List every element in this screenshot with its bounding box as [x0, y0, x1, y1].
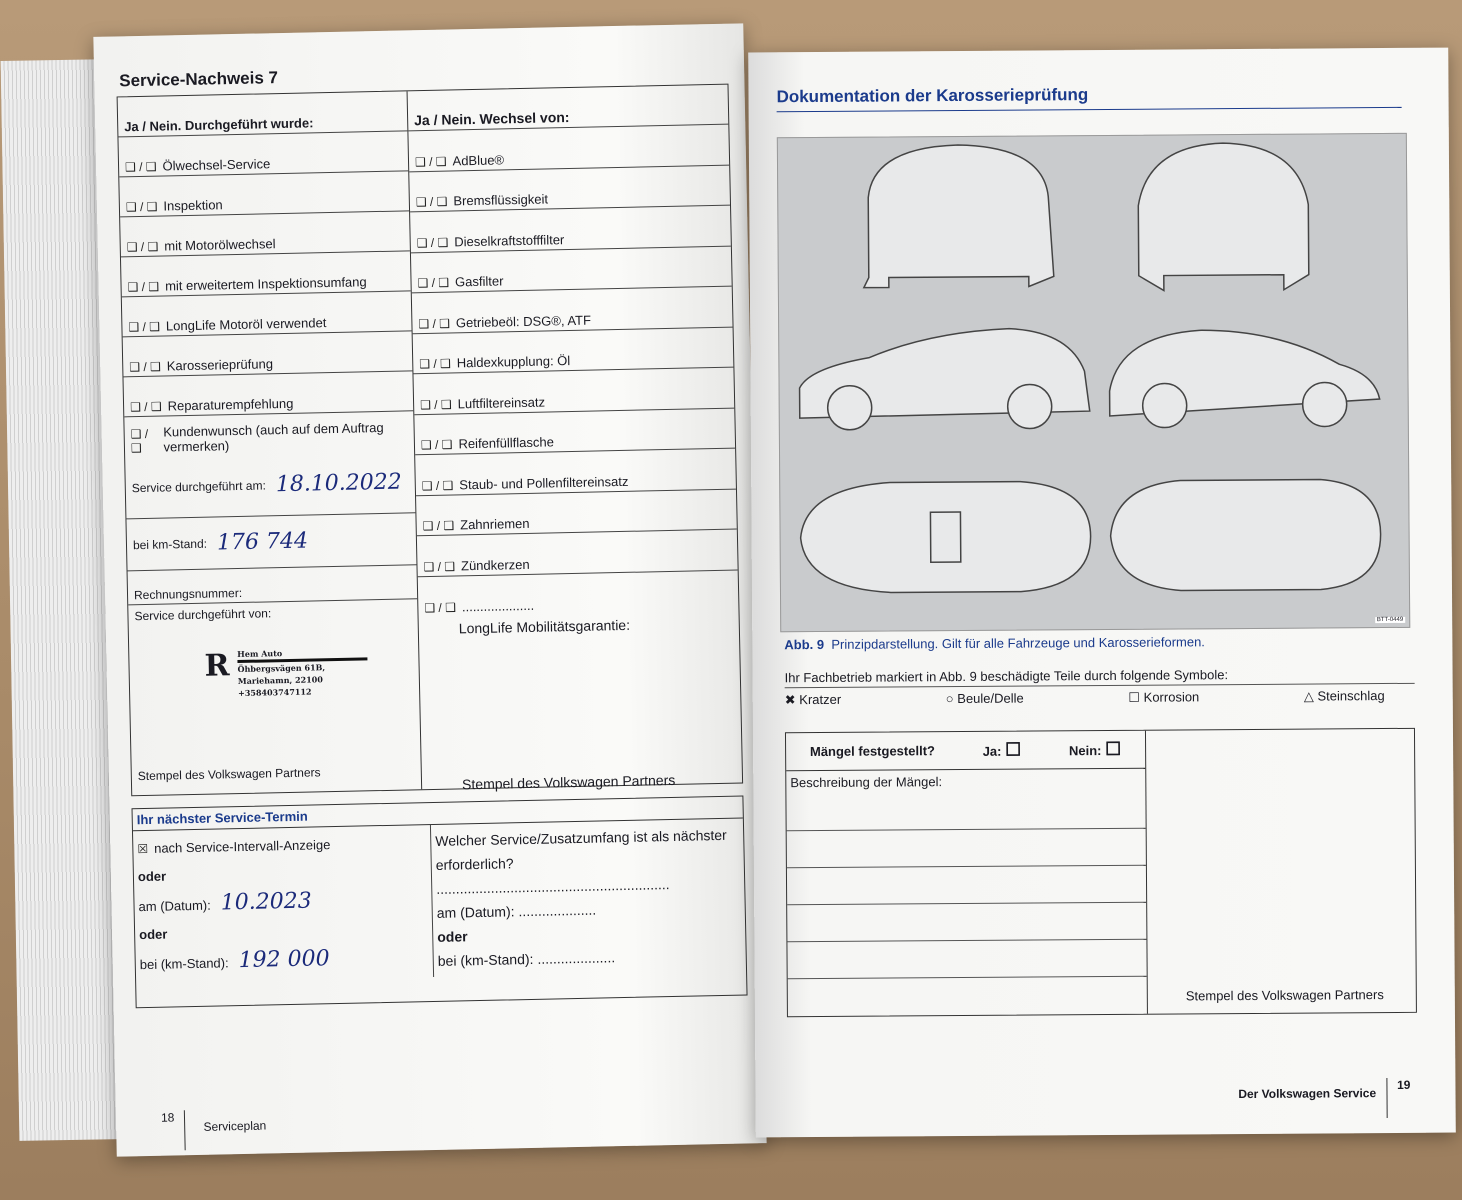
caption-label: Abb. 9 [784, 636, 825, 653]
description-label: Beschreibung der Mängel: [786, 769, 1145, 832]
yes-no-checkbox[interactable]: ❑ / ❑ [124, 159, 157, 175]
checklist-row [414, 408, 735, 455]
page-title: Service-Nachweis 7 [119, 68, 279, 91]
checklist-row [118, 131, 408, 177]
dots-line: ............................................................ [436, 876, 670, 897]
checklist-row [121, 251, 411, 297]
service-table [117, 84, 744, 797]
item-label: Reparaturempfehlung [167, 395, 294, 414]
item-label: Haldexkupplung: Öl [456, 353, 571, 371]
item-label: Gasfilter [454, 273, 504, 290]
service-date-label: Service durchgeführt am: [131, 477, 266, 495]
yes-no-checkbox[interactable]: ❑ / ❑ [418, 316, 451, 331]
caption-text: Prinzipdarstellung. Gilt für alle Fahrzeuge und Karosserieformen. [831, 634, 1205, 652]
figure-code: BTT-0449 [1376, 616, 1404, 624]
or-label: oder [138, 926, 168, 943]
yes-no-checkbox[interactable]: ❑ / ❑ [127, 279, 160, 295]
checklist-row [410, 206, 731, 253]
checklist-row [411, 246, 732, 293]
checklist-row [120, 211, 410, 257]
item-label: Staub- und Pollenfiltereinsatz [459, 473, 629, 492]
defects-box [785, 728, 1417, 1017]
next-question: Welcher Service/Zusatzumfang ist als nächster erforderlich? [435, 826, 727, 873]
description-line[interactable] [787, 829, 1146, 869]
col-changed [408, 85, 743, 793]
service-date-value: 18.10.2022 [275, 469, 403, 498]
yes-no-checkbox[interactable]: ❑ / ❑ [416, 235, 449, 250]
yes-no-checkbox[interactable]: ❑ / ❑ [126, 239, 159, 255]
or-label: oder [437, 928, 468, 945]
item-label: Inspektion [163, 197, 223, 214]
description-line[interactable] [787, 903, 1146, 943]
checklist-row [413, 327, 734, 374]
checklist-row [413, 368, 734, 415]
symbol-item [946, 691, 1024, 708]
next-km-label: bei (km-Stand): [139, 955, 229, 973]
symbol-label: Beule/Delle [957, 690, 1024, 707]
yes-no-checkbox[interactable]: ❑ / ❑ [419, 356, 451, 372]
left-footer [161, 1109, 267, 1151]
symbol-icon: ○ [945, 691, 954, 707]
next-left [133, 825, 434, 983]
stamp-letter: R [204, 648, 230, 684]
car-underside-view [1110, 479, 1381, 591]
next-date-value: 10.2023 [220, 888, 312, 916]
item-label: mit erweitertem Inspektionsumfang [164, 274, 367, 294]
right-page [748, 48, 1456, 1138]
col2-header: Ja / Nein. Wechsel von: [408, 85, 729, 132]
item-label: Reifenfüllflasche [458, 434, 555, 452]
col1-items [118, 131, 414, 457]
yes-no-checkbox[interactable]: ❑ / ❑ [420, 437, 453, 453]
mobility-label: LongLife Mobilitätsgarantie: [458, 616, 631, 637]
dots: .................... [537, 949, 616, 967]
dots: .................... [518, 901, 597, 920]
stamp-name: Hem Auto [237, 648, 283, 660]
symbol-icon: △ [1303, 688, 1314, 704]
yes-no-checkbox[interactable]: ❑ / ❑ [417, 275, 450, 291]
performed-by-cell [128, 599, 421, 789]
checklist-row [123, 331, 413, 377]
no-label: Nein: [1068, 743, 1102, 759]
symbol-item [785, 692, 842, 708]
checklist-row [418, 570, 739, 617]
stamp-address: Öhbergsvägen 61B, Mariehamn, 22100 [237, 657, 368, 687]
symbol-item [1128, 689, 1199, 705]
footer-label: Serviceplan [203, 1118, 267, 1134]
figure-caption [784, 634, 1205, 652]
item-label: LongLife Motoröl verwendet [165, 315, 327, 334]
service-date-row [125, 451, 415, 519]
km-row [126, 513, 416, 571]
yes-no-checkbox[interactable]: ❑ / ❑ [125, 199, 158, 215]
description-line[interactable] [787, 866, 1146, 906]
description-line[interactable] [787, 940, 1146, 980]
symbol-item [1304, 688, 1385, 705]
item-label: Luftfiltereinsatz [457, 394, 546, 411]
stamp-label-2: Stempel des Volkswagen Partners [461, 771, 676, 793]
col-done [118, 91, 423, 795]
item-label: Ölwechsel-Service [162, 156, 271, 174]
performed-by-label: Service durchgeführt von: [134, 606, 272, 624]
item-label: Dieselkraftstofffilter [454, 231, 565, 249]
mobility-cell [419, 611, 743, 800]
next-date-label: am (Datum): [138, 897, 211, 915]
item-label: Kundenwunsch (auch auf dem Auftrag vermerken) [163, 419, 384, 455]
symbol-label: Steinschlag [1317, 688, 1385, 704]
item-label: Karosserieprüfung [166, 356, 274, 374]
page-number: 18 [161, 1110, 186, 1151]
dealer-stamp [204, 645, 368, 699]
right-footer [1238, 1078, 1410, 1119]
checklist-row [415, 449, 736, 496]
car-diagram [777, 133, 1410, 632]
yes-no-checkbox[interactable]: ❑ / ❑ [423, 558, 456, 574]
km-value: 176 744 [216, 528, 309, 556]
symbol-legend [785, 688, 1385, 708]
yes-checkbox[interactable]: ☐ [1005, 739, 1022, 760]
interval-label: nach Service-Intervall-Anzeige [153, 837, 331, 856]
next-km-value: 192 000 [238, 946, 330, 974]
yes-no-checkbox[interactable]: ❑ / ❑ [422, 518, 455, 534]
symbol-icon: ☐ [1128, 689, 1141, 705]
checklist-row [122, 291, 412, 337]
defects-stamp-cell [1146, 729, 1416, 1014]
checkbox[interactable]: ☒ [137, 841, 149, 857]
checklist-row [417, 530, 738, 577]
invoice-label: Rechnungsnummer: [133, 585, 243, 603]
stamp-phone: +358403747112 [237, 686, 312, 699]
item-label: Getriebeöl: DSG®, ATF [455, 312, 592, 330]
item-label: Zahnriemen [460, 515, 530, 533]
checklist-row [412, 287, 733, 334]
item-label: mit Motorölwechsel [164, 236, 276, 254]
yes-no-checkbox[interactable]: ❑ / ❑ [414, 154, 447, 169]
yes-no-checkbox[interactable]: ❑ / ❑ [128, 319, 161, 335]
defects-question: Mängel festgestellt? [809, 743, 935, 760]
page-number: 19 [1397, 1077, 1411, 1092]
item-label: Bremsflüssigkeit [453, 191, 549, 209]
item-label: AdBlue® [452, 151, 505, 168]
left-page [93, 23, 766, 1156]
checklist-row [416, 489, 737, 536]
yes-no-checkbox[interactable]: ❑ / ❑ [415, 194, 448, 210]
checklist-row [409, 165, 730, 212]
symbol-instruction: Ihr Fachbetrieb markiert in Abb. 9 beschädigte Teile durch folgende Symbole: [785, 666, 1415, 688]
col2-items [408, 125, 738, 618]
km-label: bei km-Stand: [132, 536, 208, 552]
symbol-label: Kratzer [799, 691, 842, 708]
yes-no-checkbox[interactable]: ❑ / ❑ [129, 399, 162, 415]
no-checkbox[interactable]: ☐ [1105, 738, 1122, 759]
next-service-box [132, 795, 748, 1008]
next-right [431, 818, 746, 977]
date-label: am (Datum): [436, 903, 515, 921]
item-label: Zündkerzen [460, 556, 530, 573]
checklist-row [124, 411, 414, 457]
or-label: oder [137, 868, 167, 885]
defects-left [786, 731, 1148, 1017]
stamp-label: Stempel des Volkswagen Partners [137, 765, 321, 784]
car-front-view [1138, 143, 1309, 291]
yes-no-checkbox[interactable]: ❑ / ❑ [421, 477, 454, 493]
item-label: .................... [461, 597, 535, 615]
yes-no-checkbox[interactable]: ❑ / ❑ [129, 359, 161, 375]
stamp-label: Stempel des Volkswagen Partners [1185, 987, 1384, 1004]
yes-no-checkbox[interactable]: ❑ / ❑ [130, 426, 149, 456]
symbol-label: Korrosion [1143, 689, 1200, 705]
defects-question-row [786, 731, 1145, 772]
checklist-row [408, 125, 729, 172]
footer-label: Der Volkswagen Service [1238, 1078, 1387, 1119]
next-service-title: Ihr nächster Service-Termin [133, 797, 743, 832]
yes-no-checkbox[interactable]: ❑ / ❑ [419, 397, 452, 412]
yes-label: Ja: [982, 743, 1002, 759]
page-title: Dokumentation der Karosserieprüfung [776, 83, 1401, 112]
col1-header: Ja / Nein. Durchgeführt wurde: [118, 91, 408, 137]
car-rear-view [863, 144, 1054, 287]
km-label-2: bei (km-Stand): [437, 950, 534, 969]
yes-no-checkbox[interactable]: ❑ / ❑ [424, 600, 457, 616]
symbol-icon: ✖ [784, 692, 796, 708]
car-outlines [778, 134, 1411, 633]
checklist-row [119, 171, 409, 217]
checklist-row [123, 371, 413, 417]
